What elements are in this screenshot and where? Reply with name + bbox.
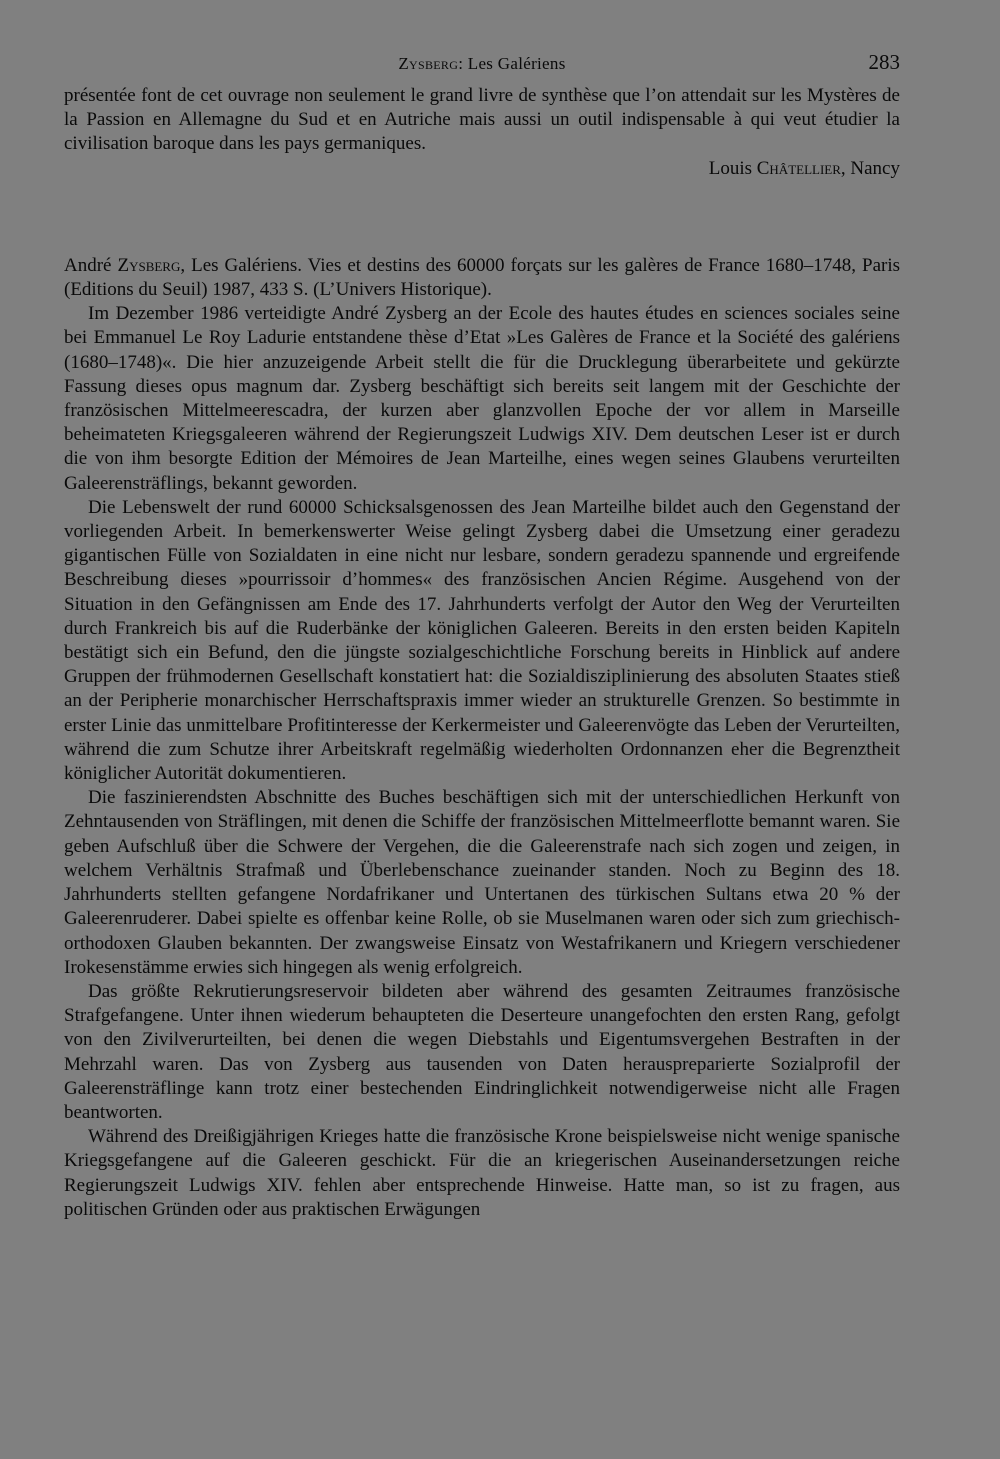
review-paragraph-5: Während des Dreißigjährigen Krieges hatte die französische Krone beispielsweise nicht wenige spanische Kriegsgefangene auf die Galeeren geschickt. Für die an kriegerischen Auseinandersetzungen reiche Regierungszeit Ludwigs XIV. fehlen aber entsprechende Hinweise. Hatte man, so ist zu fragen, aus politischen Gründen oder aus praktischen Erwägungen bbox=[64, 1126, 900, 1220]
running-head-title: Les Galériens bbox=[467, 54, 566, 73]
running-head bbox=[64, 54, 900, 74]
citation-author-last: Zysberg bbox=[117, 254, 181, 276]
book-page bbox=[64, 50, 900, 1222]
previous-review-closing: présentée font de cet ouvrage non seulement le grand livre de synthèse que l’on attendait sur les Mystères de la Passion en Allemagne du Sud et en Autriche mais aussi un outil indispensable à qui veut étudier la civilisation baroque dans les pays germaniques. bbox=[64, 85, 900, 155]
review-citation bbox=[64, 254, 900, 302]
citation-details: , Les Galériens. Vies et destins des 60000 forçats sur les galères de France 1680–1748, Paris (Editions du Seuil) 1987, 433 S. (L’Univers Historique). bbox=[64, 254, 901, 301]
reviewer-first-name: Louis bbox=[708, 157, 752, 179]
page-header bbox=[64, 50, 900, 84]
reviewer-last-name: Châtellier bbox=[756, 157, 841, 179]
running-head-separator: : bbox=[458, 54, 464, 73]
previous-reviewer-signature bbox=[64, 157, 900, 181]
running-head-author: Zysberg bbox=[398, 54, 459, 73]
citation-author-first: André bbox=[64, 254, 112, 276]
review-paragraph-2: Die Lebenswelt der rund 60000 Schicksalsgenossen des Jean Marteilhe bildet auch den Gegenstand der vorliegenden Arbeit. In bemerkenswerter Weise gelingt Zysberg dabei die Umsetzung einer geradezu gigantischen Fülle von Sozialdaten in eine nicht nur lesbare, sondern geradezu spannende und ergreifende Beschreibung dieses »pourrissoir d’hommes« des französischen Ancien Régime. Ausgehend von der Situation in den Gefängnissen am Ende des 17. Jahrhunderts verfolgt der Autor den Weg der Verurteilten durch Frankreich bis auf die Ruderbänke der königlichen Galeeren. Bereits in den ersten beiden Kapiteln bestätigt sich ein Befund, den die jüngste sozialgeschichtliche Forschung bereits in Hinblick auf andere Gruppen der frühmodernen Gesellschaft konstatiert hat: die Sozialdisziplinierung des absoluten Staates stieß an der Peripherie monarchischer Herrschaftspraxis immer wieder an strukturelle Grenzen. So bestimmte in erster Linie das unmittelbare Profitinteresse der Kerkermeister und Galeerenvögte das Leben der Verurteilten, während die zum Schutze ihrer Arbeitskraft regelmäßig wiederholten Ordonnanzen eher die Begrenztheit königlicher Autorität dokumentieren. bbox=[64, 496, 900, 785]
page-number: 283 bbox=[868, 50, 900, 74]
body-text bbox=[64, 84, 900, 1222]
reviewer-place: , Nancy bbox=[840, 157, 900, 179]
review-paragraph-1: Im Dezember 1986 verteidigte André Zysberg an der Ecole des hautes études en sciences sociales seine bei Emmanuel Le Roy Ladurie entstandene thèse d’Etat »Les Galères de France et la Société des galériens (1680–1748)«. Die hier anzuzeigende Arbeit stellt die für die Drucklegung überarbeitete und gekürzte Fassung dieses opus magnum dar. Zysberg beschäftigt sich bereits seit langem mit der Geschichte der französischen Mittelmeerescadra, der kurzen aber glanzvollen Epoche der vor allem in Marseille beheimateten Kriegsgaleeren während der Regierungszeit Ludwigs XIV. Dem deutschen Leser ist er durch die von ihm besorgte Edition der Mémoires de Jean Marteilhe, eines wegen seines Glaubens verurteilten Galeerensträflings, bekannt geworden. bbox=[64, 303, 900, 494]
review-paragraph-4: Das größte Rekrutierungsreservoir bildeten aber während des gesamten Zeitraumes französische Strafgefangene. Unter ihnen wiederum behaupteten die Deserteure unangefochten den ersten Rang, gefolgt von den Zivilverurteilten, bei denen die wegen Diebstahls und Eigentumsvergehen Bestraften in der Mehrzahl waren. Das von Zysberg aus tausenden von Daten herauspreparierte Sozialprofil der Galeerensträflinge kann trotz einer bestechenden Eindringlichkeit notwendigerweise nicht alle Fragen beantworten. bbox=[64, 980, 900, 1123]
section-spacer bbox=[64, 181, 900, 254]
review-paragraph-3: Die faszinierendsten Abschnitte des Buches beschäftigen sich mit der unterschiedlichen Herkunft von Zehntausenden von Sträflingen, mit denen die Schiffe der französischen Mittelmeerflotte bemannt waren. Sie geben Aufschluß über die Schwere der Vergehen, die die Galeerenstrafe nach sich zogen und zeigen, in welchem Verhältnis Strafmaß und Überlebenschance zueinander standen. Noch zu Beginn des 18. Jahrhunderts stellten gefangene Nordafrikaner und Untertanen des türkischen Sultans etwa 20 % der Galeerenruderer. Dabei spielte es offenbar keine Rolle, ob sie Muselmanen waren oder sich zum griechisch-orthodoxen Glauben bekannten. Der zwangsweise Einsatz von Westafrikanern und Kriegern verschiedener Irokesenstämme erwies sich hingegen als wenig erfolgreich. bbox=[64, 787, 900, 978]
